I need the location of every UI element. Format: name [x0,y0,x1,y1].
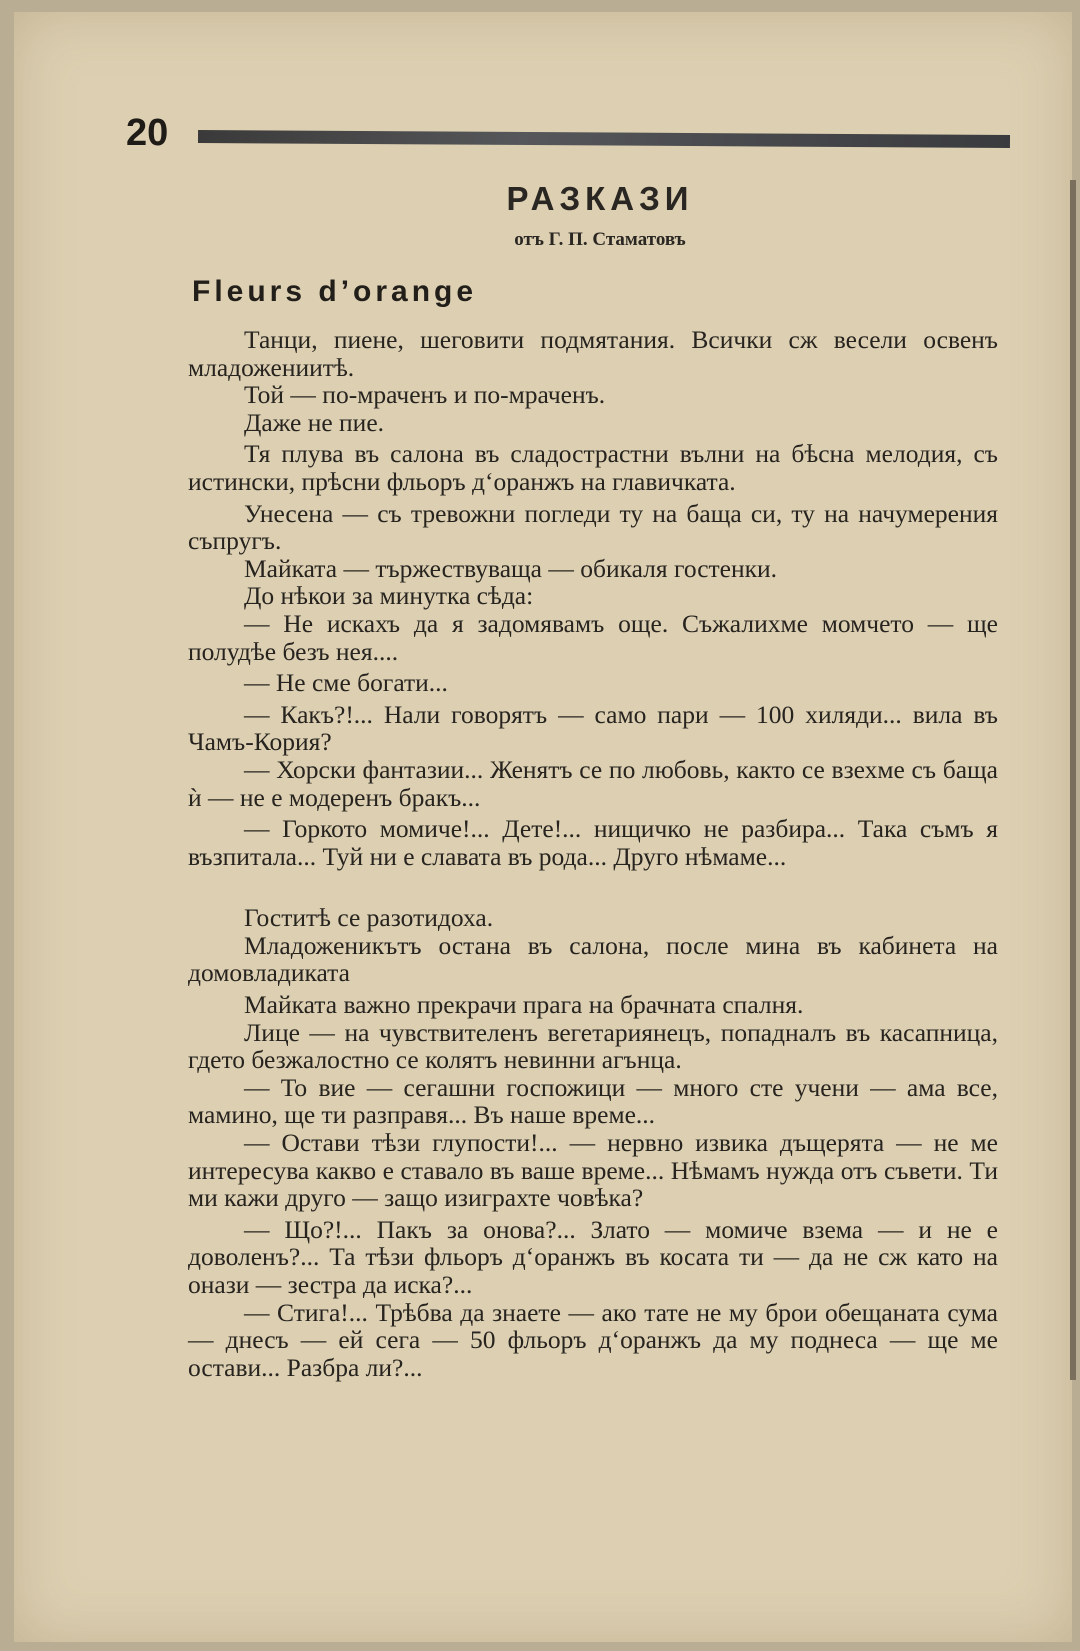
paragraph: — То вие — сегашни госпожици — много сте учени — ама все, мамино, ще ти разправя... Въ наше време... [188,1072,998,1130]
paragraph: Гоститѣ се разотидоха. [244,903,494,933]
paragraph: — Що?!... Пакъ за онова?... Злато — момиче взема — и не е доволенъ?... Та тѣзи фльоръ д‘оранжъ въ косата ти — да не сж като на онази — зестра да иска?... [188,1214,998,1299]
paragraph: — Какъ?!... Нали говорятъ — само пари — 100 хиляди... вила въ Чамъ-Кория? [188,699,998,757]
paragraph: До нѣкои за минутка сѣда: [244,581,534,611]
paragraph: — Хорски фантазии... Женятъ се по любовь, както се взехме съ баща ѝ — не е модеренъ бракъ... [188,754,998,812]
paragraph: Той — по-мраченъ и по-мраченъ. [244,380,606,410]
paragraph: Майката — тържествуваща — обикаля гостенки. [244,553,778,583]
paragraph: — Не искахъ да я задомявамъ още. Съжалихме момчето — ще полудѣе безъ нея.... [188,608,998,666]
paragraph: Унесена — съ тревожни погледи ту на баща си, ту на начумерения съпругъ. [188,498,998,556]
page-edge [1070,180,1076,1380]
paragraph: — Не сме богати... [244,668,448,698]
paragraph: — Горкото момиче!... Дете!... нищичко не разбира... Така съмъ я възпитала... Туй ни е славата въ рода... Друго нѣмаме... [188,814,998,871]
section-title: РАЗКАЗИ [506,180,694,217]
paragraph: — Остави тѣзи глупости!... — нервно извика дъщерята — не ме интересува какво е ставало въ ваше време... Нѣмамъ нужда отъ съвети. Ти ми кажи друго — защо изиграхте човѣка? [188,1128,998,1213]
page-number: 20 [126,112,169,154]
paragraph: — Стига!... Трѣбва да знаете — ако тате не му брои обещаната сума — днесъ — ей сега — 50 фльоръ д‘оранжъ да му поднеса — ще ме остави... Разбра ли?... [188,1297,998,1382]
paragraph: Лице — на чувствителенъ вегетариянецъ, попадналъ въ касапница, гдето безжалостно се колятъ невинни агънца. [188,1017,998,1075]
paragraph: Тя плува въ салона въ сладострастни вълни на бѣсна мелодия, съ истински, прѣсни фльоръ д‘оранжъ на главичката. [188,439,998,496]
paragraph: Танци, пиене, шеговити подмятания. Всички сж весели освенъ младожениитѣ. [188,325,998,382]
story-body [188,326,998,1381]
story-title: Fleurs d’orange [192,275,478,308]
paragraph: Даже не пие. [244,407,385,437]
paragraph: Младоженикътъ остана въ салона, после мина въ кабинета на домовладиката [188,930,998,988]
paragraph: Майката важно прекрачи прага на брачната спалня. [244,990,804,1020]
author-byline: отъ Г. П. Стаматовъ [514,229,686,250]
